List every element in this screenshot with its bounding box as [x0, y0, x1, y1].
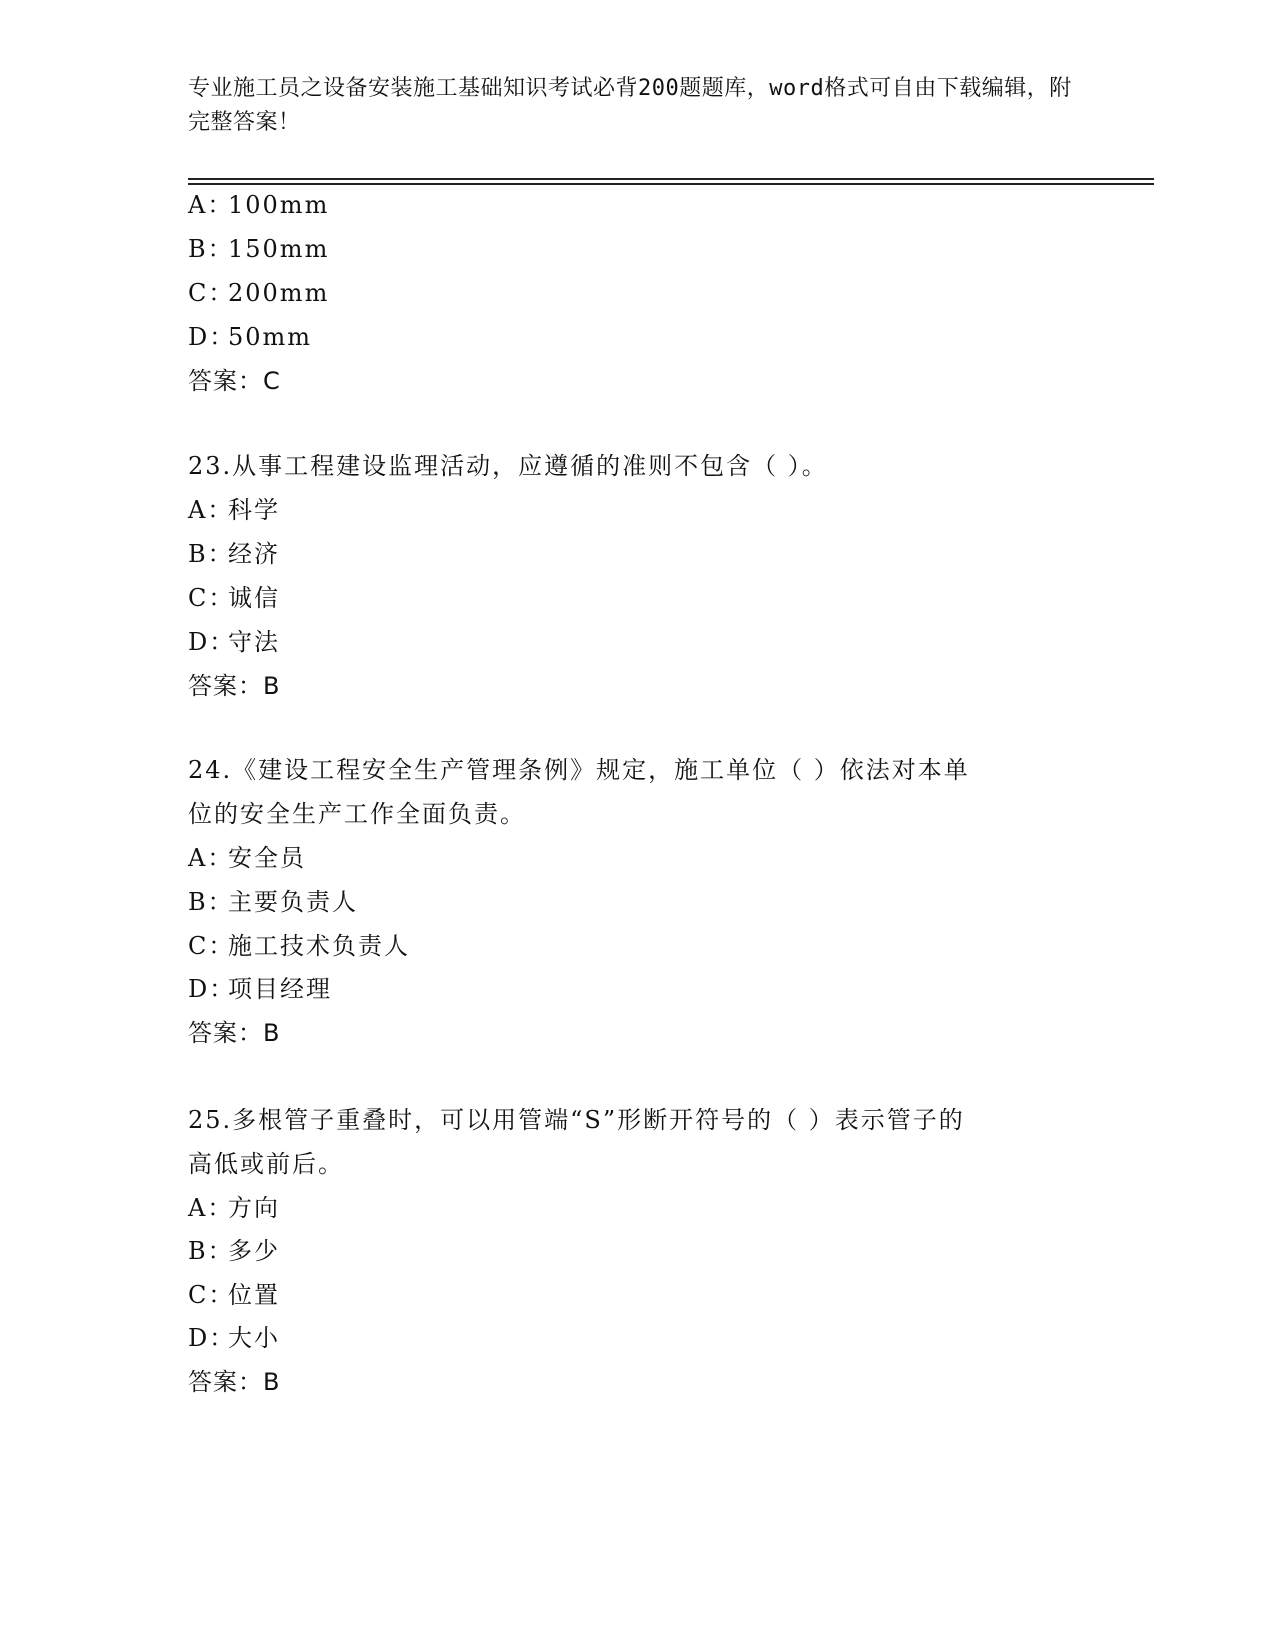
answer-line: 答案：B: [188, 672, 281, 700]
question-stem: 23.从事工程建设监理活动，应遵循的准则不包含（ ）。: [188, 452, 828, 480]
option-b: [188, 1236, 280, 1266]
option-text: 主要负责人: [228, 888, 358, 916]
option-letter: D：: [188, 975, 236, 1003]
option-d: [188, 627, 280, 657]
option-letter: A：: [188, 191, 234, 219]
option-a: [188, 843, 306, 873]
option-text: 诚信: [228, 584, 280, 612]
option-c: [188, 278, 329, 308]
option-text: 方向: [228, 1194, 280, 1222]
option-letter: D：: [188, 323, 236, 351]
option-text: 多少: [228, 1237, 280, 1265]
option-a: [188, 1193, 280, 1223]
option-letter: A：: [188, 844, 234, 872]
option-b: [188, 539, 280, 569]
option-text: 守法: [228, 628, 280, 656]
option-letter: D：: [188, 1324, 236, 1352]
answer-line: 答案：B: [188, 1368, 281, 1396]
option-text: 200mm: [228, 279, 330, 307]
option-letter: A：: [188, 496, 234, 524]
option-letter: B：: [188, 888, 234, 916]
option-d: [188, 322, 312, 352]
question-stem: 24.《建设工程安全生产管理条例》规定，施工单位（ ）依法对本单: [188, 756, 970, 784]
header-divider: [188, 178, 1154, 180]
option-b: [188, 234, 329, 264]
answer-line: 答案：C: [188, 367, 281, 395]
question-stem-continued: 位的安全生产工作全面负责。: [188, 800, 526, 828]
option-letter: A：: [188, 1194, 234, 1222]
option-letter: C：: [188, 932, 235, 960]
option-letter: B：: [188, 235, 234, 263]
document-header: 专业施工员之设备安装施工基础知识考试必背200题题库，word格式可自由下载编辑，附完整答案！: [188, 76, 1072, 135]
option-letter: C：: [188, 584, 235, 612]
option-d: [188, 974, 332, 1004]
option-c: [188, 931, 410, 961]
option-text: 科学: [228, 496, 280, 524]
option-text: 位置: [228, 1281, 280, 1309]
option-letter: D：: [188, 628, 236, 656]
question-stem-continued: 高低或前后。: [188, 1150, 344, 1178]
option-letter: C：: [188, 279, 235, 307]
option-text: 大小: [228, 1324, 280, 1352]
option-text: 项目经理: [228, 975, 332, 1003]
option-c: [188, 1280, 280, 1310]
option-text: 经济: [228, 540, 280, 568]
option-text: 100mm: [228, 191, 330, 219]
option-letter: B：: [188, 1237, 234, 1265]
option-text: 安全员: [228, 844, 306, 872]
option-text: 施工技术负责人: [228, 932, 410, 960]
option-a: [188, 190, 329, 220]
option-b: [188, 887, 358, 917]
option-d: [188, 1323, 280, 1353]
option-text: 150mm: [228, 235, 330, 263]
option-letter: B：: [188, 540, 234, 568]
option-letter: C：: [188, 1281, 235, 1309]
header-divider-second: [188, 183, 1154, 185]
answer-line: 答案：B: [188, 1019, 281, 1047]
option-c: [188, 583, 280, 613]
question-stem: 25.多根管子重叠时，可以用管端“S”形断开符号的（ ）表示管子的: [188, 1106, 965, 1134]
option-a: [188, 495, 280, 525]
option-text: 50mm: [228, 323, 313, 351]
